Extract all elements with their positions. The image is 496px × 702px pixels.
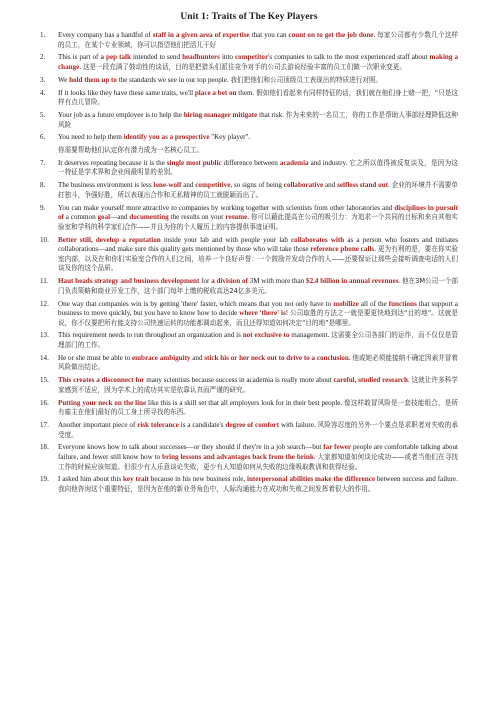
english-text: into [219, 53, 236, 62]
key-phrase: functions [388, 299, 417, 308]
english-text: that you can [249, 31, 289, 39]
sentence-item [40, 443, 458, 472]
sentence-item [40, 277, 458, 296]
english-text: . [247, 213, 251, 222]
chinese-translation: 每家公司都有少数几个这样的员工，在某个专业领域，你可以指望他们把活儿干好 [58, 31, 459, 49]
english-text: We [58, 75, 70, 84]
key-phrase: count on to get the job done [288, 31, 374, 39]
sentence-number: 5. [40, 110, 46, 119]
english-text: like this is a skill set that all employers look for in their best people. [146, 398, 345, 407]
sentence-number: 9. [40, 203, 46, 212]
sentence-number: 12. [40, 299, 49, 308]
sentence-number: 10. [40, 235, 49, 244]
english-text: the results on your [168, 213, 226, 222]
sentence-body [58, 300, 458, 329]
sentence-body [58, 475, 458, 494]
sentence-number: 2. [40, 53, 46, 62]
english-text: for [199, 277, 212, 286]
key-phrase: a pep talk [100, 53, 131, 62]
sentence-item [40, 111, 458, 130]
sentence-number: 15. [40, 376, 49, 385]
key-phrase: mobilize [333, 299, 359, 308]
key-phrase: staff in a given area of expertise [152, 31, 250, 39]
chinese-translation: 更为有利的是，要在你实验室内部，以及在和你们实验室合作的人们之间，培养一个良好声誉：一个鼓励并发动合作的人——还要保证让那些会接听调查电话的人们谈及你的这个品质。 [58, 245, 459, 273]
sentence-item [40, 204, 458, 233]
sentence-item [40, 376, 458, 395]
sentence-body [58, 399, 458, 418]
chinese-translation: 你可以藉此提高在公司的吸引力：为追求一个共同的目标和来自其他实验室和学科的科学家们合作——并且为你的个人履历上的内容提供事迹证明。 [58, 213, 458, 231]
english-text: with failure. [279, 420, 318, 429]
english-text: I asked him about this [58, 475, 123, 484]
english-text: and industry. [308, 158, 350, 167]
english-text: . [398, 277, 402, 286]
page-title: Unit 1: Traits of The Key Players [180, 12, 318, 22]
english-text: , so signs of being [230, 181, 284, 190]
sentence-body [58, 421, 458, 440]
key-phrase: bring lessons and advantages back from the brink [162, 452, 314, 461]
english-text: that support a business to move quickly, but you have to know how to decide [58, 299, 459, 318]
sentence-list [40, 31, 458, 495]
key-phrase: academia [279, 158, 309, 167]
sentence-item [40, 300, 458, 329]
key-phrase: competitor [235, 53, 269, 62]
key-phrase: hiring manager mitigate [183, 110, 258, 119]
key-phrase: key trait [122, 475, 149, 484]
key-phrase: This creates a disconnect for [58, 376, 145, 385]
sentence-number: 11. [40, 277, 49, 286]
key-phrase: Putting your neck on the line [58, 398, 147, 407]
key-phrase: risk tolerance [137, 420, 179, 429]
key-phrase: where 'there' is [239, 309, 286, 318]
chinese-translation: 你需要帮助他们认定你有潜力成为一名核心员工。 [58, 146, 204, 155]
key-phrase: lone-wolf [153, 181, 182, 190]
english-text: Your job as a future employee is to help the [58, 110, 184, 119]
sentence-body [58, 236, 458, 274]
english-text: inside your lab and with people your lab [160, 235, 292, 244]
sentence-item [40, 236, 458, 274]
english-text: the standards we see in our top people. [116, 75, 231, 84]
chinese-translation: 他或她必须能接纳不确定因素并冒着风险做出结论。 [58, 353, 458, 372]
key-phrase: embrace ambiguity [131, 353, 191, 362]
english-text: This is part of [58, 53, 101, 62]
english-text: This requirement needs to run throughout an organization and is [58, 331, 243, 340]
sentence-body [58, 76, 458, 86]
sentence-item [40, 31, 458, 50]
key-phrase: collaborative [283, 181, 324, 190]
english-text: —and [110, 213, 130, 222]
english-text: . [313, 452, 318, 461]
english-text: "Key player". [209, 133, 251, 142]
key-phrase: interpersonal abilities make the difference [247, 475, 375, 484]
english-text: 's companies to talk to the most experienced staff about [268, 53, 430, 62]
sentence-item [40, 354, 458, 373]
sentence-body [58, 204, 458, 233]
english-text: If it looks like they have these same traits, we'll [58, 88, 195, 97]
english-text: between success and failure. [375, 475, 458, 484]
sentence-body [58, 53, 458, 72]
sentence-item [40, 89, 458, 108]
sentence-item [40, 76, 458, 86]
sentence-number: 16. [40, 398, 49, 407]
key-phrase: place a bet on [194, 88, 237, 97]
sentence-item [40, 53, 458, 72]
sentence-number: 18. [40, 443, 49, 452]
key-phrase: $2.4 billion in annual revenues [306, 277, 399, 286]
key-phrase: documenting [129, 213, 169, 222]
english-text: Every company has a handful of [58, 31, 153, 39]
sentence-body [58, 354, 458, 373]
sentence-number: 14. [40, 353, 49, 362]
key-phrase: far fewer [323, 443, 352, 452]
key-phrase: selfless stand out [337, 181, 389, 190]
sentence-number: 4. [40, 88, 46, 97]
sentence-body [58, 277, 458, 296]
english-text: and [323, 181, 338, 190]
english-text: . [348, 353, 353, 362]
chinese-translation: 这是一段充满了鼓动性的谈话，目的是把猎头们派往竞争对手的公司去游说经验丰富的员工们做一次职业变更。 [82, 62, 406, 71]
sentence-item [40, 399, 458, 418]
english-text: ! [285, 309, 290, 318]
key-phrase: collaborates with [291, 235, 345, 244]
key-phrase: goal [97, 213, 111, 222]
sentence-number: 3. [40, 75, 46, 84]
sentence-number: 1. [40, 31, 46, 39]
key-phrase: identify you as a prospective [123, 133, 210, 142]
english-text: Another important piece of [58, 420, 138, 429]
english-text: management. [289, 331, 332, 340]
english-text: . [388, 181, 392, 190]
sentence-item [40, 331, 458, 350]
chinese-translation: 作为未来的一名员工，你的工作是帮助人事部经理降低这种风险 [58, 110, 458, 129]
english-text: because in his new business role, [148, 475, 248, 484]
sentence-item [40, 475, 458, 494]
chinese-translation: 公司取胜的方法之一就是要更快地到达“目的地”。这就是说，你不仅要把所有能支持公司快速运转的功能都调动起来，而且还得知道如何决定“目的地”是哪里。 [58, 309, 458, 327]
english-text: It deserves repeating because it is the [58, 158, 167, 167]
english-text: that risk. [257, 110, 286, 119]
english-text: . [407, 376, 412, 385]
key-phrase: making a change [58, 53, 458, 71]
english-text: He or she must be able to [58, 353, 132, 362]
english-text: is a candidate's [178, 420, 226, 429]
sentence-body [58, 111, 458, 130]
english-text: . [374, 245, 378, 254]
english-text: a common [63, 213, 98, 222]
english-text: . [79, 62, 83, 71]
english-text: people are comfortable talking about failure, and fewer still know how to [58, 443, 458, 461]
chinese-translation: 这就让许多科学家感到不适应，因为学术上的成功其实是依靠认真而严谨的研究。 [58, 376, 459, 394]
english-text: many scientists because success in academia is really more about [144, 376, 334, 385]
sentence-body [58, 159, 458, 178]
chinese-translation: 风险容忍度的另外一个要点是求职者对失败的承受度。 [58, 420, 458, 439]
sentence-number: 17. [40, 420, 49, 429]
sentence-item [40, 133, 458, 143]
key-phrase: Haut heads strategy and business development [58, 277, 200, 286]
sentence-body [58, 31, 458, 50]
key-phrase: hold them up to [69, 75, 117, 84]
chinese-translation: 大家都知道如何谈论成功——或者当他们在寻找工作的时候应该知道。但很少有人乐意谈论失败，更少有人知道如何从失败的边缘吸取教训和获得经验。 [58, 452, 458, 471]
english-text: difference between [221, 158, 280, 167]
sentence-item [40, 181, 458, 200]
sentence-body [58, 89, 458, 108]
english-text: One way that companies win is by getting 'there' faster, which means that you not only have to [58, 299, 334, 308]
sentence-body [58, 133, 458, 143]
english-text: them. [236, 88, 257, 97]
key-phrase: disciplines in pursuit of [58, 203, 458, 222]
key-phrase: degree of comfort [225, 420, 280, 429]
english-text: and [190, 353, 205, 362]
key-phrase: stick his or her neck out to drive to a conclusion [204, 353, 349, 362]
english-text: You need to help them [58, 133, 124, 142]
key-phrase: careful, studied research [333, 376, 408, 385]
english-text: as a person who fosters and initiates collaborations—and make sure this quality gets mentioned by those who will take those [58, 235, 458, 254]
key-phrase: Better still, develop a reputation [58, 235, 161, 244]
key-phrase: competitive [195, 181, 231, 190]
english-text: and [181, 181, 196, 190]
chinese-translation: 企业的环境并不需要单打独斗，争强好胜，所以表现出合作和无私精神的员工就脱颖而出了。 [58, 181, 459, 199]
key-phrase: resume [225, 213, 248, 222]
english-text: The business environment is less [58, 181, 154, 190]
chinese-translation: 它之所以值得被反复谈及，是因为这一特征是学术界和企业间最明显的差别。 [58, 158, 458, 177]
english-text: intended to send [130, 53, 183, 62]
english-text: . [373, 31, 378, 39]
key-phrase: a division of [211, 277, 248, 286]
chinese-translation: 这需要全公司各部门的运作，而不仅仅是管理部门的工作。 [58, 331, 459, 350]
english-text: Everyone knows how to talk about successes—or they should if they're in a job search—but [58, 443, 324, 452]
english-text: You can make yourself more attractive to companies by working together with scientists from other laboratories and [58, 203, 395, 212]
chinese-translation: 他在3M公司一个部门负责策略和商业开发工作，这个部门每年上缴的税收高达24亿多美元。 [58, 277, 459, 295]
key-phrase: reference phone calls [310, 245, 375, 254]
sentence-body [58, 331, 458, 350]
chinese-translation: 我们把他们和公司顶级员工表现出的特质进行对照。 [230, 75, 383, 84]
sentence-item [40, 159, 458, 178]
english-text: all of the [358, 299, 389, 308]
chinese-translation: 假如他们看起来有同样特征的话，我们就在他们身上赌一把，“只是这样有点儿冒险。 [58, 88, 459, 107]
sentence-number: 8. [40, 181, 46, 190]
key-phrase: headhunters [182, 53, 220, 62]
sentence-number: 13. [40, 331, 49, 340]
english-text: 3M with more than [247, 277, 307, 286]
sentence-number: 6. [40, 133, 46, 142]
sentence-item [40, 421, 458, 440]
chinese-translation: 我向他咨询这个重要特征，是因为在他的新业务角色中，人际沟通能力在成功和失败之间发挥着很大的作用。 [58, 484, 375, 493]
sentence-body [58, 376, 458, 395]
sentence-body [58, 443, 458, 472]
chinese-translation: 像这样敢冒风险是一套技能组合，是所有雇主在他们最好的员工身上所寻找的东西。 [58, 398, 458, 417]
sentence-body [58, 181, 458, 200]
sentence-number: 19. [40, 475, 49, 484]
key-phrase: single most public [166, 158, 222, 167]
key-phrase: not exclusive to [242, 331, 290, 340]
sentence-number: 7. [40, 158, 46, 167]
